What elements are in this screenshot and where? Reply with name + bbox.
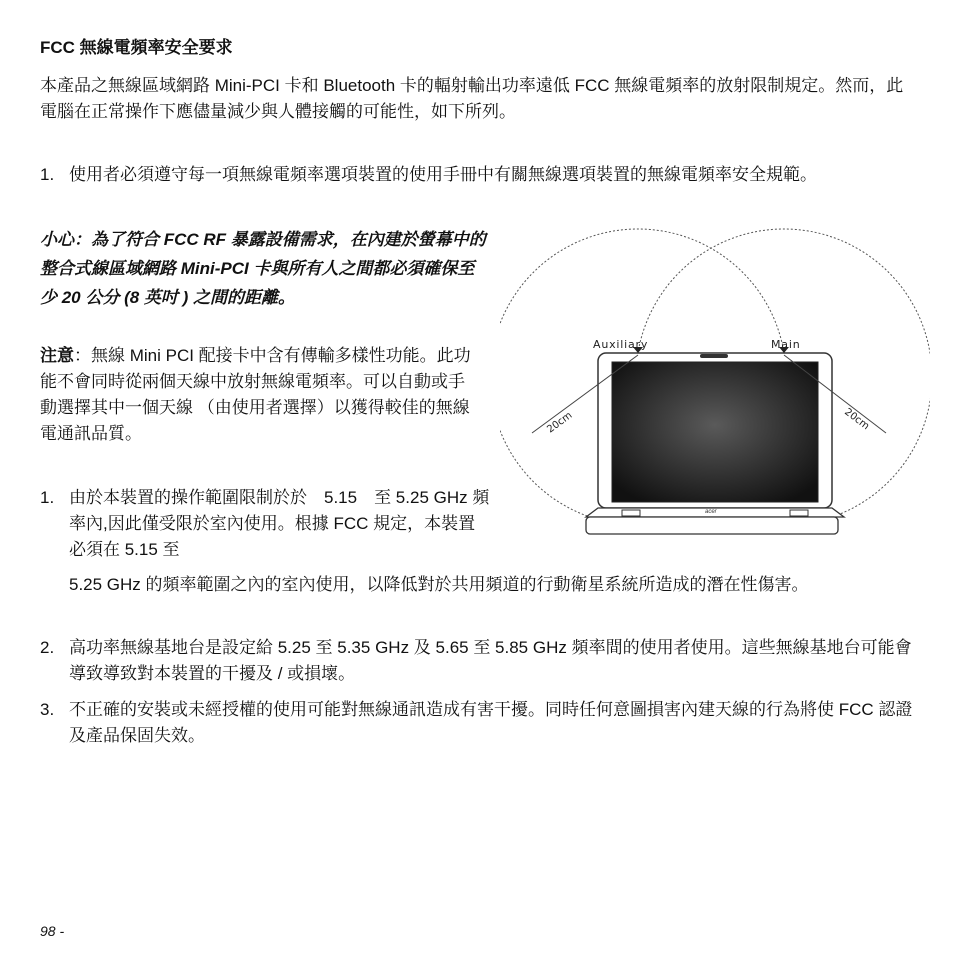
laptop-latch [700, 354, 728, 358]
aux-distance-label: 20cm [545, 410, 575, 436]
list-item [40, 162, 920, 188]
list-number: 3. [40, 700, 55, 719]
laptop-hinge-left [622, 510, 640, 516]
list-item [40, 485, 490, 563]
laptop-logo: acer [705, 509, 717, 515]
list-text: 不正確的安裝或未經授權的使用可能對無線通訊造成有害干擾。同時任何意圖損害內建天線的行為將使 FCC 認證及產品保固失效。 [69, 700, 913, 745]
note-label: 注意 [40, 346, 74, 365]
list-text: 使用者必須遵守每一項無線電頻率選項裝置的使用手冊中有關無線選項裝置的無線電頻率安全規範。 [69, 165, 817, 184]
note-paragraph [40, 343, 480, 447]
list-text: 由於本裝置的操作範圍限制於於 5.15 至 5.25 GHz 頻率內,因此僅受限於室內使用。根據 FCC 規定，本裝置必須在 5.15 至 [69, 488, 490, 559]
list-text-continued: 5.25 GHz 的頻率範圍之內的室內使用，以降低對於共用頻道的行動衛星系統所造成的潛在性傷害。 [69, 575, 809, 594]
list-number: 1. [40, 488, 55, 507]
laptop-hinge-right [790, 510, 808, 516]
page-number: 98 - [40, 923, 65, 939]
caution-text: 小心：為了符合 FCC RF 暴露設備需求，在內建於螢幕中的整合式線區域網路 Mini-PCI 卡與所有人之間都必須確保至少 20 公分 (8 英吋 ) 之間的距離。 [40, 230, 486, 307]
note-text: ：無線 Mini PCI 配接卡中含有傳輸多樣性功能。此功能不會同時從兩個天線中放射無線電頻率。可以自動或手動選擇其中一個天線 （由使用者選擇）以獲得較佳的無線電通訊品質。 [40, 346, 471, 443]
list-text: 高功率無線基地台是設定給 5.25 至 5.35 GHz 及 5.65 至 5.85 GHz 頻率間的使用者使用。這些無線基地台可能會導致導致對本裝置的干擾及 / 或損壞。 [69, 638, 912, 683]
list-item [40, 635, 920, 687]
main-label: Main [771, 338, 801, 351]
laptop-base [586, 517, 838, 534]
main-distance-label: 20cm [842, 406, 872, 433]
list-number: 2. [40, 638, 55, 657]
antenna-range-diagram [500, 225, 930, 545]
page-title: FCC 無線電頻率安全要求 [40, 38, 233, 57]
list-item [40, 697, 920, 749]
list-number: 1. [40, 165, 55, 184]
auxiliary-label: Auxiliary [593, 338, 649, 351]
intro-paragraph: 本產品之無線區域網路 Mini-PCI 卡和 Bluetooth 卡的輻射輸出功率遠低 FCC 無線電頻率的放射限制規定。然而，此電腦在正常操作下應儘量減少與人體接觸的可能性，如下所列。 [40, 76, 904, 121]
laptop-screen [612, 362, 818, 502]
laptop-illustration [586, 353, 844, 534]
